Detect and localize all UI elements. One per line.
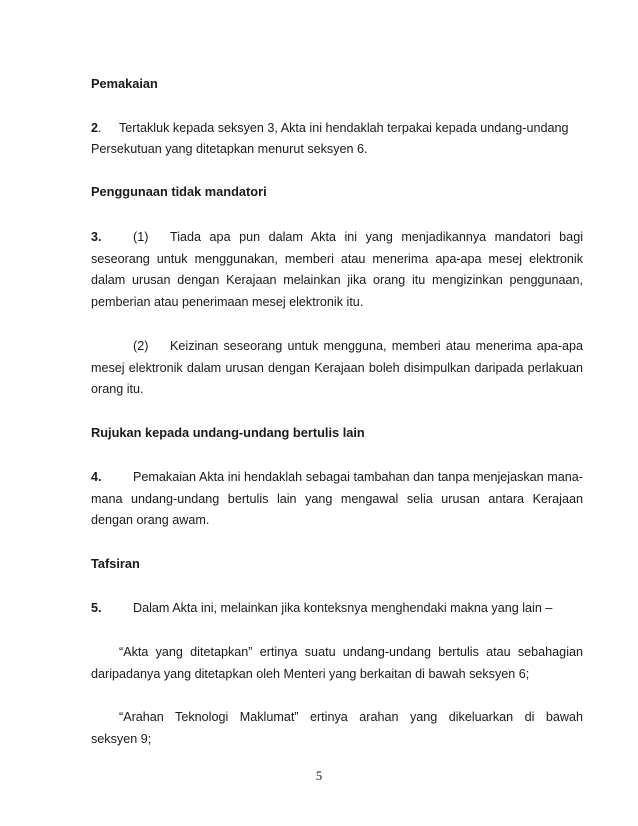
section-heading-penggunaan: Penggunaan tidak mandatori xyxy=(91,184,267,199)
paragraph-4-text-1: Pemakaian Akta ini hendaklah sebagai tambahan dan tanpa menjejaskan mana- xyxy=(133,470,583,484)
definition-2-line-2: seksyen 9; xyxy=(91,732,152,746)
definition-2-line-1: “Arahan Teknologi Maklumat” ertinya arahan yang dikeluarkan di bawah xyxy=(119,710,583,724)
paragraph-4-number: 4. xyxy=(91,470,102,484)
paragraph-3-text-1: Tiada apa pun dalam Akta ini yang menjadikannya mandatori bagi xyxy=(170,230,583,244)
section-heading-tafsiran: Tafsiran xyxy=(91,556,140,571)
paragraph-4-line-2: mana undang-undang bertulis lain yang mengawal selia urusan antara Kerajaan xyxy=(91,492,583,506)
paragraph-3-line-4: pemberian atau penerimaan mesej elektronik itu. xyxy=(91,295,364,309)
paragraph-2-line-1 xyxy=(91,120,583,136)
paragraph-2-number: 2 xyxy=(91,121,99,135)
page-number: 5 xyxy=(315,769,323,783)
paragraph-4-line-3: dengan orang awam. xyxy=(91,513,210,527)
paragraph-3-line-3: dalam urusan dengan Kerajaan melainkan jika orang itu mengizinkan penggunaan, xyxy=(91,273,583,287)
paragraph-3-2-line-3: orang itu. xyxy=(91,382,144,396)
paragraph-3-2-line-2: mesej elektronik dalam urusan dengan Kerajaan boleh disimpulkan daripada perlakuan xyxy=(91,361,583,375)
paragraph-3-2-subsection: (2) xyxy=(133,339,149,353)
paragraph-2-line-2: Persekutuan yang ditetapkan menurut seksyen 6. xyxy=(91,142,368,156)
paragraph-3-subsection: (1) xyxy=(133,230,149,244)
paragraph-2-dot: . xyxy=(98,121,102,135)
paragraph-3-number: 3. xyxy=(91,230,102,244)
paragraph-5-number: 5. xyxy=(91,601,102,615)
paragraph-3-line-2: seseorang untuk menggunakan, memberi atau menerima apa-apa mesej elektronik xyxy=(91,252,583,266)
definition-1-line-1: “Akta yang ditetapkan” ertinya suatu undang-undang bertulis atau sebahagian xyxy=(119,645,583,659)
paragraph-2-text: Tertakluk kepada seksyen 3, Akta ini hendaklah terpakai kepada undang-undang xyxy=(119,121,569,135)
section-heading-pemakaian: Pemakaian xyxy=(91,76,158,91)
paragraph-5-text: Dalam Akta ini, melainkan jika konteksnya menghendaki makna yang lain – xyxy=(133,601,553,615)
definition-1-line-2: daripadanya yang ditetapkan oleh Menteri yang berkaitan di bawah seksyen 6; xyxy=(91,667,530,681)
section-heading-rujukan: Rujukan kepada undang-undang bertulis lain xyxy=(91,425,365,440)
paragraph-3-2-text-1: Keizinan seseorang untuk mengguna, memberi atau menerima apa-apa xyxy=(170,339,583,353)
